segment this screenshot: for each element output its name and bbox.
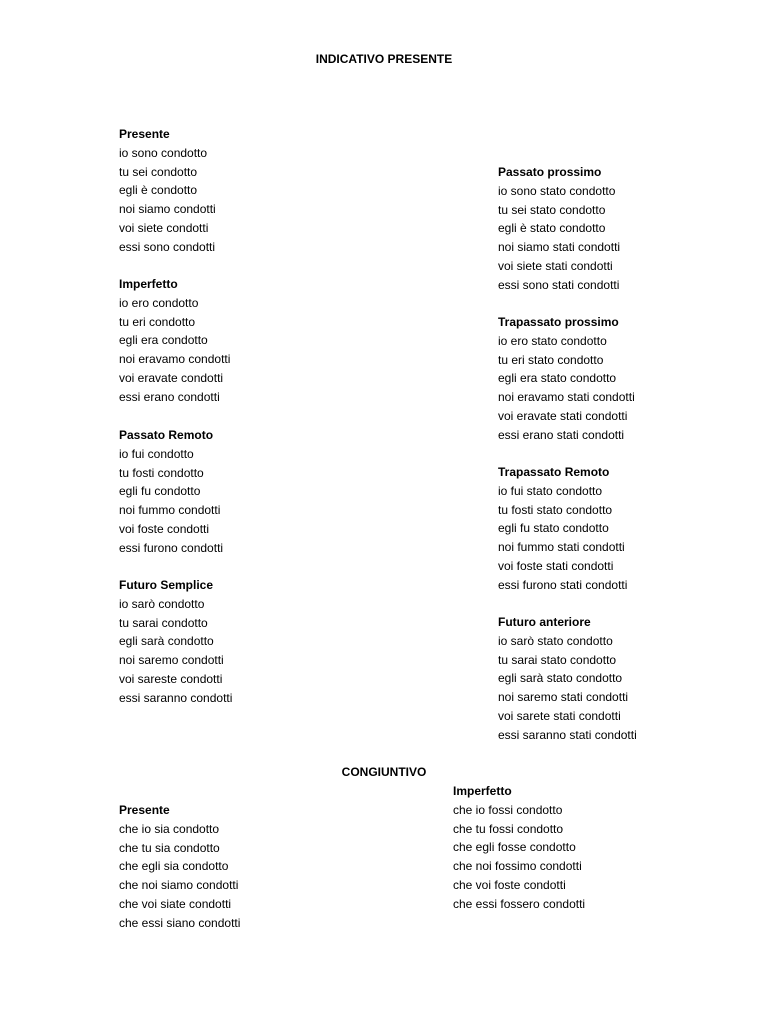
conjugation-line: io sono stato condotto	[498, 183, 616, 198]
tense-block-congiuntivo-imperfetto	[453, 782, 585, 914]
conjugation-line: egli era condotto	[119, 333, 208, 348]
conjugation-line: che egli fosse condotto	[453, 840, 576, 855]
conjugation-line: io fui condotto	[119, 446, 194, 461]
conjugation-line: essi sono condotti	[119, 239, 216, 254]
conjugation-line: che egli sia condotto	[119, 859, 229, 874]
conjugation-line: voi foste condotti	[119, 521, 210, 536]
conjugation-line: noi eravamo stati condotti	[498, 390, 635, 405]
conjugation-line: essi erano condotti	[119, 389, 220, 404]
conjugation-line: noi eravamo condotti	[119, 352, 231, 367]
tense-block-imperfetto	[119, 275, 230, 407]
conjugation-line: tu sarai condotto	[119, 615, 208, 630]
conjugation-line: noi siamo condotti	[119, 202, 216, 217]
tense-block-futuro-anteriore	[498, 613, 637, 745]
conjugation-line: io sarò condotto	[119, 596, 205, 611]
tense-block-congiuntivo-presente	[119, 801, 240, 933]
conjugation-line: tu sarai stato condotto	[498, 652, 617, 667]
conjugation-line: che essi fossero condotti	[453, 896, 586, 911]
conjugation-line: tu fosti stato condotto	[498, 502, 613, 517]
conjugation-line: noi fummo condotti	[119, 503, 221, 518]
conjugation-line: che io fossi condotto	[453, 802, 563, 817]
tense-title: Trapassato Remoto	[498, 465, 610, 479]
tense-title: Imperfetto	[119, 277, 178, 291]
conjugation-line: essi saranno condotti	[119, 690, 233, 705]
tense-title: Futuro Semplice	[119, 578, 214, 592]
conjugation-line: io sarò stato condotto	[498, 633, 613, 648]
conjugation-line: tu sei condotto	[119, 164, 198, 179]
tense-block-passato-remoto	[119, 426, 223, 558]
conjugation-line: egli è stato condotto	[498, 221, 606, 236]
conjugation-line: che voi foste condotti	[453, 877, 566, 892]
conjugation-line: io ero stato condotto	[498, 333, 607, 348]
conjugation-line: voi siete condotti	[119, 220, 209, 235]
conjugation-line: essi sono stati condotti	[498, 277, 620, 292]
conjugation-line: voi eravate stati condotti	[498, 408, 628, 423]
tense-title: Imperfetto	[453, 784, 512, 798]
conjugation-line: io ero condotto	[119, 295, 199, 310]
tense-title: Presente	[119, 803, 170, 817]
conjugation-line: voi foste stati condotti	[498, 558, 614, 573]
conjugation-line: che noi siamo condotti	[119, 878, 239, 893]
conjugation-line: egli fu condotto	[119, 484, 201, 499]
conjugation-line: che io sia condotto	[119, 821, 220, 836]
conjugation-line: egli fu stato condotto	[498, 521, 609, 536]
conjugation-line: io fui stato condotto	[498, 483, 603, 498]
conjugation-line: noi saremo condotti	[119, 653, 224, 668]
conjugation-line: che essi siano condotti	[119, 915, 241, 930]
conjugation-line: essi saranno stati condotti	[498, 727, 637, 742]
tense-title: Trapassato prossimo	[498, 315, 619, 329]
conjugation-line: essi erano stati condotti	[498, 427, 625, 442]
conjugation-line: voi eravate condotti	[119, 370, 224, 385]
conjugation-line: io sono condotto	[119, 145, 208, 160]
conjugation-line: voi sareste condotti	[119, 671, 223, 686]
conjugation-line: noi siamo stati condotti	[498, 240, 621, 255]
tense-block-futuro-semplice	[119, 576, 232, 708]
conjugation-line: tu fosti condotto	[119, 465, 204, 480]
conjugation-line: egli era stato condotto	[498, 371, 617, 386]
conjugation-line: egli è condotto	[119, 183, 198, 198]
conjugation-line: che tu fossi condotto	[453, 821, 564, 836]
conjugation-line: voi siete stati condotti	[498, 258, 613, 273]
section-title-congiuntivo: CONGIUNTIVO	[341, 765, 427, 779]
tense-block-presente	[119, 125, 216, 257]
conjugation-line: che voi siate condotti	[119, 896, 232, 911]
tense-block-trapassato-prossimo	[498, 313, 635, 445]
conjugation-line: egli sarà stato condotto	[498, 671, 623, 686]
conjugation-line: egli sarà condotto	[119, 634, 214, 649]
conjugation-line: tu sei stato condotto	[498, 202, 606, 217]
conjugation-line: essi furono stati condotti	[498, 577, 628, 592]
conjugation-line: essi furono condotti	[119, 540, 224, 555]
conjugation-line: tu eri stato condotto	[498, 352, 604, 367]
tense-block-trapassato-remoto	[498, 463, 627, 595]
tense-title: Futuro anteriore	[498, 615, 591, 629]
tense-block-passato-prossimo	[498, 163, 620, 295]
conjugation-line: noi fummo stati condotti	[498, 540, 625, 555]
conjugation-line: noi saremo stati condotti	[498, 690, 629, 705]
conjugation-line: voi sarete stati condotti	[498, 708, 621, 723]
tense-title: Passato Remoto	[119, 428, 214, 442]
conjugation-line: che noi fossimo condotti	[453, 859, 582, 874]
page-title: INDICATIVO PRESENTE	[315, 52, 453, 66]
tense-title: Passato prossimo	[498, 165, 602, 179]
conjugation-line: che tu sia condotto	[119, 840, 220, 855]
tense-title: Presente	[119, 127, 170, 141]
conjugation-line: tu eri condotto	[119, 314, 196, 329]
